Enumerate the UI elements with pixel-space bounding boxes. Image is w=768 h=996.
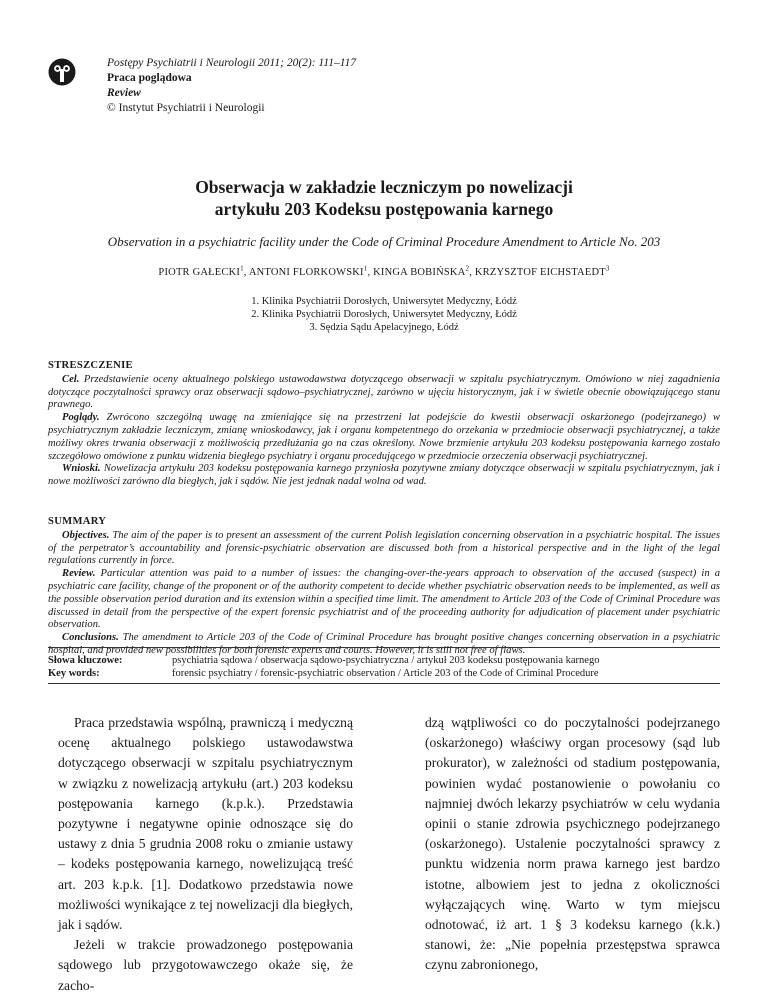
abstract-en-paragraph: Objectives. The aim of the paper is to present an assessment of the current Polish legislation concerning observation in a psychiatric hospital. The issues of the perpetrator’s accountability and forensic-psychiatric observation are discussed both from a historical perspective and in the light of the legal regulations currently in force. [48, 529, 720, 567]
author: KRZYSZTOF EICHSTAEDT$^3$ [474, 264, 610, 278]
article-subtitle-en: Observation in a psychiatric facility under the Code of Criminal Procedure Amendment to Article No. 203 [107, 234, 661, 249]
affiliation: 2. Klinika Psychiatrii Dorosłych, Uniwersytet Medyczny, Łódź [251, 309, 517, 320]
abstract-en-heading: SUMMARY [48, 516, 107, 527]
body-column-right [425, 713, 720, 976]
author: KINGA BOBIŃSKA$^2$, [373, 264, 475, 278]
affiliations [200, 295, 568, 334]
paper-type-en: Review [107, 87, 141, 99]
author-list [40, 264, 728, 278]
copyright: © Instytut Psychiatrii i Neurologii [107, 102, 265, 114]
journal-header [107, 56, 356, 116]
author: PIOTR GAŁECKI$^1$, [158, 264, 249, 278]
abstract-pl [48, 360, 720, 489]
abstract-pl-heading: STRESZCZENIE [48, 360, 133, 371]
abstract-en [48, 516, 720, 658]
body-column-left [58, 713, 353, 996]
institute-logo-icon [48, 58, 76, 86]
article-title: Obserwacja w zakładzie leczniczym po nowelizacji artykułu 203 Kodeksu postępowania karnego [195, 177, 573, 219]
body-paragraph: Jeżeli w trakcie prowadzonego postępowania sądowego lub przygotowawczego okaże się, że zacho- [58, 937, 353, 993]
author: ANTONI FLORKOWSKI$^1$, [248, 264, 374, 278]
keywords-en: Key words: forensic psychiatry / forensic-psychiatric observation / Article 203 of the Code of Criminal Procedure [48, 668, 599, 679]
abstract-en-paragraph: Conclusions. The amendment to Article 203 of the Code of Criminal Procedure has brought positive changes concerning observation in a psychiatric hospital, and provided new possibilities for both forensic experts and courts. However, it is still not free of flaws. [48, 632, 720, 656]
affiliation: 1. Klinika Psychiatrii Dorosłych, Uniwersytet Medyczny, Łódź [251, 296, 517, 307]
divider [48, 683, 720, 684]
divider [48, 647, 720, 648]
abstract-pl-paragraph: Cel. Przedstawienie oceny aktualnego polskiego ustawodawstwa dotyczącego obserwacji w szpitalu psychiatrycznym. Omówiono w niej zagadnienia dotyczące poczytalności sprawcy oraz obserwacji sądowo–psychiatrycznej, zarówno w ujęciu historycznym, jak i w świetle obecnie obowiązującego stanu prawnego. [48, 373, 720, 411]
abstract-en-paragraph: Review. Particular attention was paid to a number of issues: the changing-over-the-years approach to observation of the accused (suspect) in a psychiatric care facility, change of the proponent or of the authority competent to decide whether psychiatric observation needs to be implemented, as well as the possible observation period duration and its extension within a specified time limit. The amendment to Article 203 of the Code of Criminal Procedure was discussed in detail from the perspective of the expert forensic psychiatrist and of the proceeding authority for adjudication of placement under psychiatric observation. [48, 568, 720, 631]
abstract-pl-paragraph: Wnioski. Nowelizacja artykułu 203 kodeksu postępowania karnego przyniosła pozytywne zmiany dotyczące obserwacji w szpitalu psychiatrycznym, jak i nowe możliwości zarówno dla biegłych, jak i sądów. Nie jest jednak nadal wolna od wad. [48, 463, 720, 488]
keywords-block [48, 654, 599, 680]
keywords-pl: Słowa kluczowe: psychiatria sądowa / obserwacja sądowo-psychiatryczna / artykuł 203 kodeksu postępowania karnego [48, 655, 600, 666]
journal-citation: Postępy Psychiatrii i Neurologii 2011; 20(2): 111–117 [107, 57, 357, 69]
paper-type-pl: Praca poglądowa [107, 72, 192, 84]
abstract-pl-paragraph: Poglądy. Zwrócono szczególną uwagę na zmieniające się na przestrzeni lat podejście do kwestii obserwacji oskarżonego (podejrzanego) w psychiatrycznym zakładzie leczniczym, zmianę wnioskodawcy, jak i organu kompetentnego do orzekania w przedmiocie obserwacji psychiatrycznej, a także możliwy okres trwania obserwacji z możliwością przedłużania go na czas określony. Nowe brzmienie artykułu 203 kodeksu postępowania karnego zostało szczegółowo omówione z punktu widzenia biegłego psychiatry i organu procedującego w przedmiocie orzeczenia obserwacji psychiatrycznej. [48, 412, 720, 462]
body-paragraph: dzą wątpliwości co do poczytalności podejrzanego (oskarżonego) właściwy organ procesowy (sąd lub prokurator), w zależności od stadium postępowania, powinien wydać postanowienie o powołaniu co najmniej dwóch lekarzy psychiatrów w celu wydania opinii o stanie zdrowia psychicznego podejrzanego (oskarżonego). Ustalenie poczytalności sprawcy z punktu widzenia norm prawa karnego jest bardzo istotne, albowiem jest to jedna z okoliczności wyłączających winę. Warto w tym miejscu odnotować, iż art. 1 § 3 kodeksu karnego (k.k.) stanowi, że: „Nie popełnia przestępstwa sprawca czynu zabronionego, [425, 715, 720, 973]
affiliation: 3. Sędzia Sądu Apelacyjnego, Łódź [309, 322, 459, 333]
body-paragraph: Praca przedstawia wspólną, prawniczą i medyczną ocenę aktualnego polskiego ustawodawstwa dotyczącego obserwacji w szpitalu psychiatrycznym w związku z nowelizacją artykułu (art.) 203 kodeksu postępowania karnego (k.p.k.). Przedstawia pozytywne i negatywne opinie odnoszące się do ustawy z dnia 5 grudnia 2008 roku o zmianie ustawy – kodeks postępowania karnego, nowelizującą treść art. 203 k.p.k. [1]. Dodatkowo przedstawia nowe możliwości wynikające z tej nowelizacji dla biegłych, jak i sądów. [58, 715, 353, 933]
